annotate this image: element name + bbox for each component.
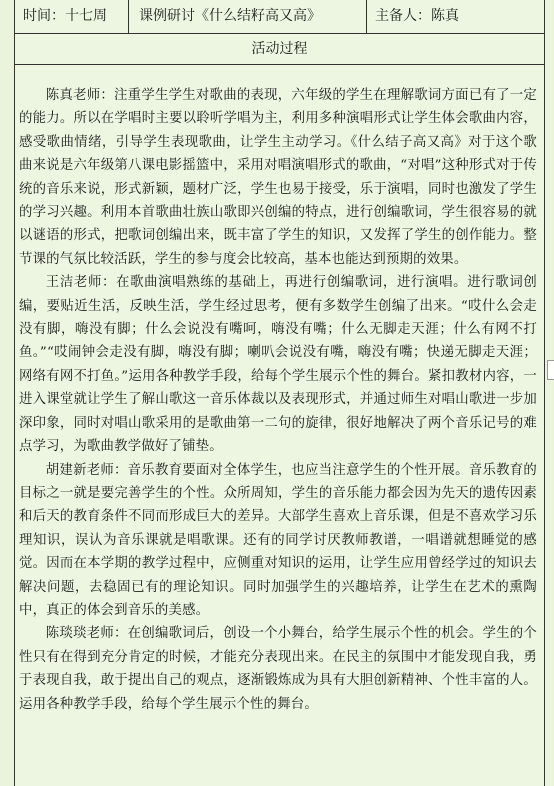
time-cell: 时间：十七周 (23, 8, 107, 24)
paragraph-chen-yanyan: 陈琰琰老师：在创编歌词后，创设一个小舞台，给学生展示个性的机会。学生的个性只有在得到充分肯定的时候，才能充分表现出来。在民主的氛围中才能发现自我，勇于表现自我，敢于提出自己的观点，逐渐锻炼成为具有大胆创新精神、个性丰富的人。运用各种教学手段，给每个学生展示个性的舞台。 (19, 626, 537, 712)
host-cell: 主备人：陈真 (366, 0, 554, 33)
page-edge-tab[interactable] (547, 360, 554, 380)
document-sheet (14, 0, 545, 786)
paragraph-chen-zhen: 陈真老师：注重学生学生对歌曲的表现，六年级的学生在理解歌词方面已有了一定的能力。所以在学唱时主要以聆听学唱为主，利用多种演唱形式让学生体会歌曲内容，感受歌曲情绪，引导学生表现歌曲，让学生主动学习。《什么结子高又高》对于这个歌曲来说是六年级第八课电影摇篮中，采用对唱演唱形式的歌曲，“对唱”这种形式对于传统的音乐来说，形式新颖，题材广泛，学生也易于接受，乐于演唱，同时也激发了学生的学习兴趣。利用本首歌曲壮族山歌即兴创编的特点，进行创编歌词，学生很容易的就以谜语的形式，把歌词创编出来，既丰富了学生的知识，又发挥了学生的创作能力。整节课的气氛比较活跃，学生的参与度会比较高，基本也能达到预期的效果。 (19, 88, 537, 267)
paragraph-hu-jianxin: 胡建新老师：音乐教育要面对全体学生，也应当注意学生的个性开展。音乐教育的目标之一就是要完善学生的个性。众所周知，学生的音乐能力都会因为先天的遗传因素和后天的教育条件不同而形成巨大的差异。大部学生喜欢上音乐课，但是不喜欢学习乐理知识，误认为音乐课就是唱歌课。还有的同学讨厌教师教谱，一唱谱就想睡觉的感觉。因而在本学期的教学过程中，应侧重对知识的运用，让学生应用曾经学过的知识去解决问题，去稳固已有的理论知识。同时加强学生的兴趣培养，让学生在艺术的熏陶中，真正的体会到音乐的美感。 (19, 462, 537, 618)
topic-cell: 课例研讨《什么结籽高又高》 (128, 0, 365, 33)
section-title: 活动过程 (15, 34, 544, 65)
activity-content (19, 84, 537, 716)
header-row (15, 0, 544, 34)
paragraph-wang-jie: 王洁老师：在歌曲演唱熟练的基础上，再进行创编歌词，进行演唱。进行歌词创编，要贴近生活，反映生活，学生经过思考，便有多数学生创编了出来。“哎什么会走没有脚，嗨没有脚；什么会说没有嘴呵，嗨没有嘴；什么无脚走天涯；什么有网不打鱼。”“哎闹钟会走没有脚，嗨没有脚；喇叭会说没有嘴，嗨没有嘴；快递无脚走天涯；网络有网不打鱼。”运用各种教学手段，给每个学生展示个性的舞台。紧扣教材内容，一进入课堂就让学生了解山歌这一音乐体裁以及表现形式，并通过师生对唱山歌进一步加深印象，同时对唱山歌采用的是歌曲第一二句的旋律，很好地解决了两个音乐记号的难点学习，为歌曲教学做好了铺垫。 (19, 275, 537, 455)
